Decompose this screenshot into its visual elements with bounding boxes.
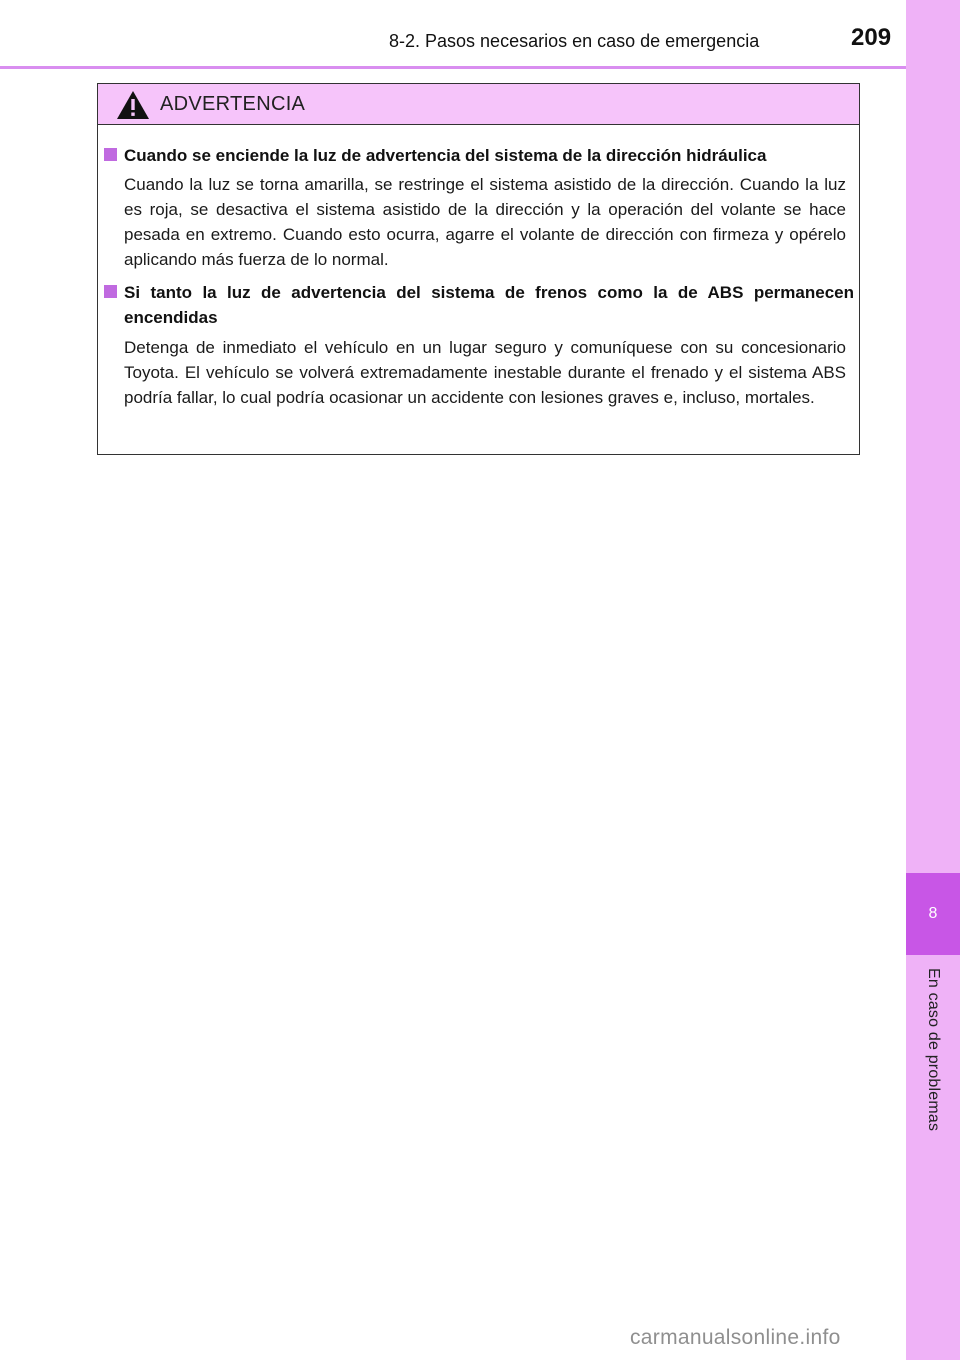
warning-header [98, 84, 859, 125]
warning-item-heading: Si tanto la luz de advertencia del sistema de frenos como la de ABS permanecen encendidas [124, 283, 854, 327]
warning-item-heading: Cuando se enciende la luz de advertencia del sistema de la dirección hidráulica [124, 146, 767, 165]
bullet-square-icon [104, 148, 117, 161]
chapter-number: 8 [928, 905, 938, 922]
warning-triangle-icon [115, 89, 151, 121]
chapter-number-box [906, 873, 960, 955]
page-number: 209 [851, 24, 892, 51]
bullet-square-icon [104, 285, 117, 298]
warning-item-body: Detenga de inmediato el vehículo en un lugar seguro y comuníquese con su concesionario Toyota. El vehículo se volverá extremadamente inestable durante el frenado y el sistema ABS podría fallar, lo cual podría ocasionar un accidente con lesiones graves e, incluso, mortales. [124, 338, 846, 407]
chapter-side-tab [906, 0, 960, 1360]
chapter-name: En caso de problemas [925, 968, 942, 1132]
section-title: 8-2. Pasos necesarios en caso de emergencia [389, 31, 760, 51]
page-header [0, 0, 906, 69]
warning-item-body: Cuando la luz se torna amarilla, se restringe el sistema asistido de la dirección. Cuando la luz es roja, se desactiva el sistema asistido de la dirección y la operación del volante se hace pesada en extremo. Cuando esto ocurra, agarre el volante de dirección con firmeza y opérelo aplicando más fuerza de lo normal. [124, 175, 846, 269]
warning-box [97, 83, 860, 455]
warning-title: ADVERTENCIA [160, 93, 306, 115]
watermark-link[interactable]: carmanualsonline.info [630, 1326, 841, 1349]
